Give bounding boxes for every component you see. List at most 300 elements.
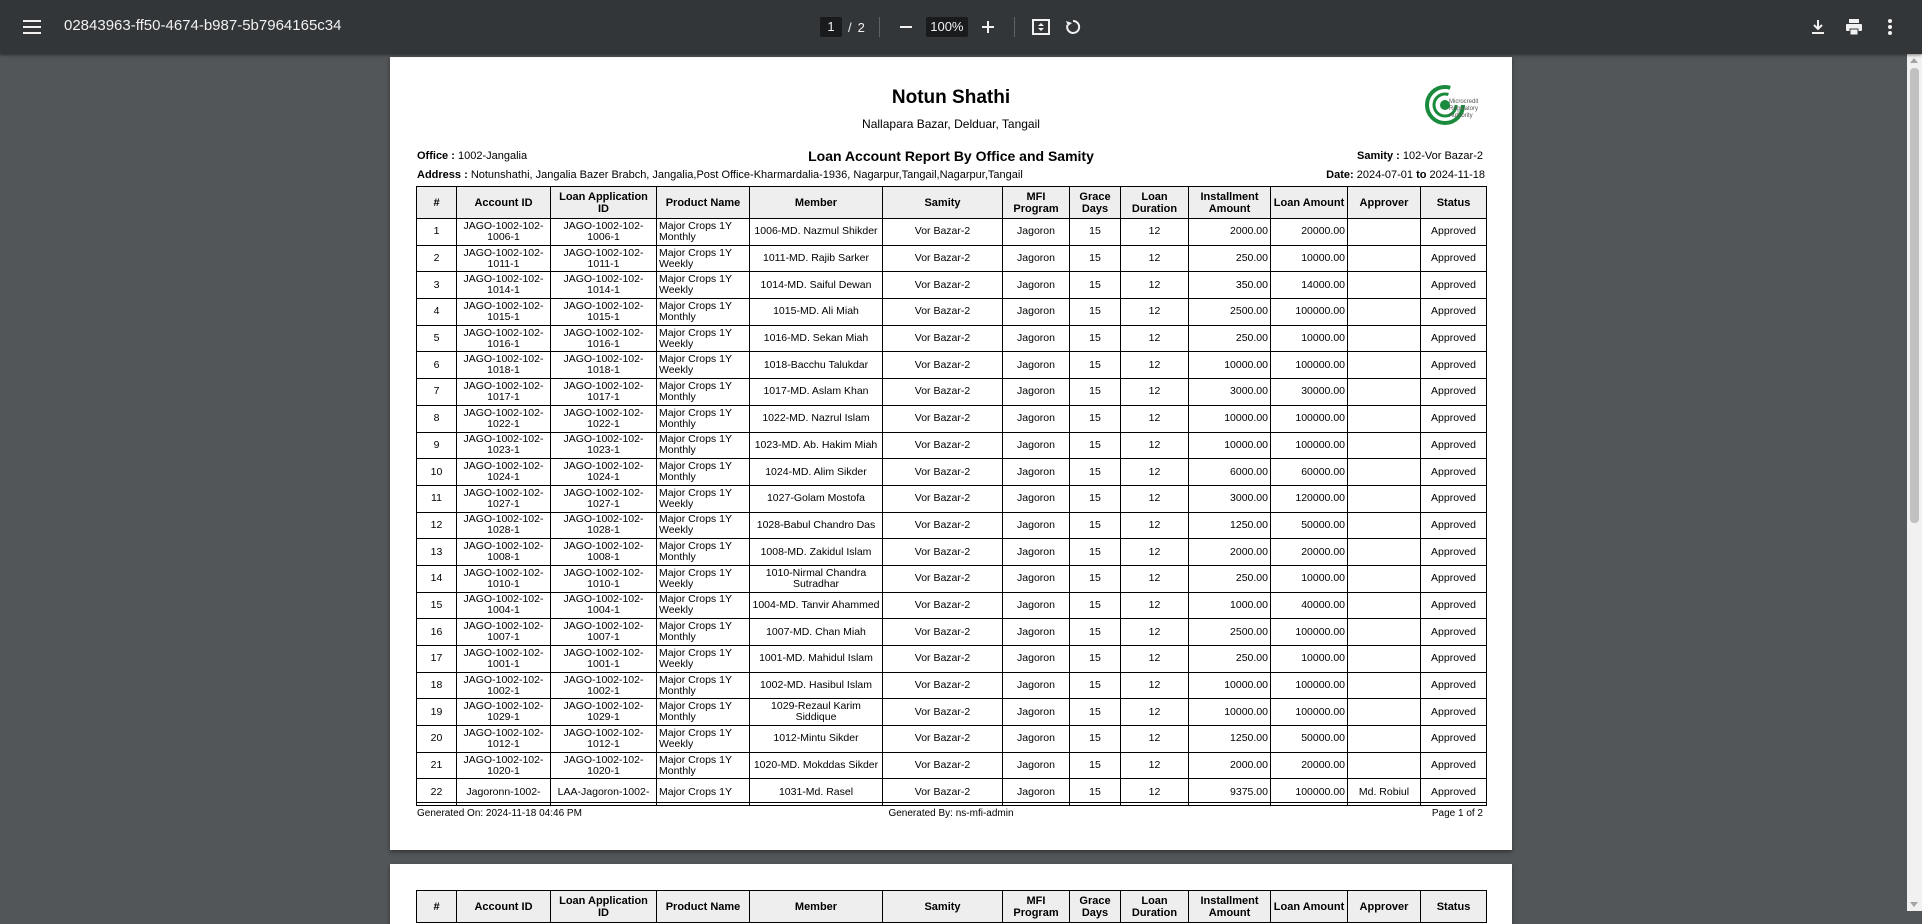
- cell-mfi-program: Jagoron: [1003, 592, 1070, 619]
- cell-installment-amount: 6000.00: [1189, 459, 1271, 486]
- cell-installment-amount: 9375.00: [1189, 779, 1271, 806]
- cell-loan-duration: 12: [1121, 646, 1189, 673]
- cell-grace-days: 15: [1070, 432, 1121, 459]
- cell-grace-days: 15: [1070, 379, 1121, 406]
- cell-mfi-program: Jagoron: [1003, 779, 1070, 806]
- cell-approver: [1348, 699, 1421, 726]
- cell-approver: [1348, 379, 1421, 406]
- cell-loan-duration: 12: [1121, 405, 1189, 432]
- cell-loan-application-id: JAGO-1002-102-1014-1: [551, 272, 657, 299]
- table-row: [417, 646, 1487, 673]
- footer-divider: [416, 802, 1486, 803]
- cell-loan-duration: 12: [1121, 325, 1189, 352]
- cell-account-id: JAGO-1002-102-1007-1: [457, 619, 551, 646]
- cell-account-id: JAGO-1002-102-1015-1: [457, 299, 551, 326]
- page-zoom-controls: [820, 15, 1085, 39]
- cell-status: Approved: [1421, 592, 1487, 619]
- cell-member: 1016-MD. Sekan Miah: [750, 325, 883, 352]
- cell-product-name: Major Crops 1Y Monthly: [657, 405, 750, 432]
- cell-loan-application-id: JAGO-1002-102-1015-1: [551, 299, 657, 326]
- cell-grace-days: 15: [1070, 485, 1121, 512]
- cell-product-name: Major Crops 1Y Weekly: [657, 592, 750, 619]
- cell-grace-days: 15: [1070, 325, 1121, 352]
- cell-row-number: 16: [417, 619, 457, 646]
- page-separator: /: [848, 19, 852, 35]
- cell-mfi-program: Jagoron: [1003, 726, 1070, 753]
- cell-mfi-program: Jagoron: [1003, 325, 1070, 352]
- cell-row-number: 4: [417, 299, 457, 326]
- cell-approver: [1348, 272, 1421, 299]
- cell-row-number: 1: [417, 219, 457, 246]
- cell-product-name: Major Crops 1Y Monthly: [657, 672, 750, 699]
- cell-samity: Vor Bazar-2: [883, 752, 1003, 779]
- cell-status: Approved: [1421, 432, 1487, 459]
- cell-account-id: JAGO-1002-102-1004-1: [457, 592, 551, 619]
- cell-mfi-program: Jagoron: [1003, 485, 1070, 512]
- cell-loan-amount: 100000.00: [1271, 672, 1348, 699]
- cell-account-id: JAGO-1002-102-1018-1: [457, 352, 551, 379]
- column-header-approver: Approver: [1348, 187, 1421, 219]
- footer-generated-by: Generated By: ns-mfi-admin: [888, 808, 1014, 819]
- cell-installment-amount: 10000.00: [1189, 352, 1271, 379]
- cell-status: Approved: [1421, 726, 1487, 753]
- cell-loan-amount: 40000.00: [1271, 592, 1348, 619]
- cell-account-id: JAGO-1002-102-1022-1: [457, 405, 551, 432]
- cell-loan-amount: 50000.00: [1271, 726, 1348, 753]
- cell-loan-duration: 12: [1121, 219, 1189, 246]
- cell-installment-amount: 2000.00: [1189, 539, 1271, 566]
- cell-status: Approved: [1421, 539, 1487, 566]
- table-row: [417, 272, 1487, 299]
- table-row: [417, 512, 1487, 539]
- print-icon[interactable]: [1842, 15, 1866, 39]
- column-header-installment-amount: Installment Amount: [1189, 891, 1271, 923]
- vertical-scrollbar[interactable]: [1907, 54, 1922, 911]
- cell-member: 1023-MD. Ab. Hakim Miah: [750, 432, 883, 459]
- cell-mfi-program: Jagoron: [1003, 752, 1070, 779]
- cell-samity: Vor Bazar-2: [883, 379, 1003, 406]
- cell-grace-days: 15: [1070, 779, 1121, 806]
- cell-product-name: Major Crops 1Y Monthly: [657, 299, 750, 326]
- cell-status: Approved: [1421, 459, 1487, 486]
- cell-grace-days: 15: [1070, 565, 1121, 592]
- cell-row-number: 12: [417, 512, 457, 539]
- cell-product-name: Major Crops 1Y Weekly: [657, 485, 750, 512]
- cell-samity: Vor Bazar-2: [883, 592, 1003, 619]
- cell-account-id: JAGO-1002-102-1006-1: [457, 219, 551, 246]
- cell-product-name: Major Crops 1Y Monthly: [657, 219, 750, 246]
- cell-loan-amount: 20000.00: [1271, 219, 1348, 246]
- fit-page-icon[interactable]: [1029, 15, 1053, 39]
- cell-approver: [1348, 245, 1421, 272]
- cell-product-name: Major Crops 1Y Weekly: [657, 565, 750, 592]
- cell-mfi-program: Jagoron: [1003, 619, 1070, 646]
- cell-loan-application-id: JAGO-1002-102-1007-1: [551, 619, 657, 646]
- toolbar-divider: [1014, 17, 1015, 37]
- cell-installment-amount: 10000.00: [1189, 699, 1271, 726]
- cell-member: 1028-Babul Chandro Das: [750, 512, 883, 539]
- table-row: [417, 405, 1487, 432]
- column-header-samity: Samity: [883, 187, 1003, 219]
- cell-approver: [1348, 592, 1421, 619]
- cell-member: 1007-MD. Chan Miah: [750, 619, 883, 646]
- cell-row-number: 14: [417, 565, 457, 592]
- cell-grace-days: 15: [1070, 459, 1121, 486]
- cell-account-id: JAGO-1002-102-1010-1: [457, 565, 551, 592]
- column-header-account-id: Account ID: [457, 891, 551, 923]
- column-header-installment-amount: Installment Amount: [1189, 187, 1271, 219]
- table-row: [417, 299, 1487, 326]
- table-row: [417, 752, 1487, 779]
- cell-installment-amount: 250.00: [1189, 325, 1271, 352]
- cell-loan-amount: 100000.00: [1271, 432, 1348, 459]
- cell-account-id: JAGO-1002-102-1011-1: [457, 245, 551, 272]
- cell-grace-days: 15: [1070, 699, 1121, 726]
- cell-member: 1024-MD. Alim Sikder: [750, 459, 883, 486]
- column-header-account-id: Account ID: [457, 187, 551, 219]
- cell-account-id: JAGO-1002-102-1008-1: [457, 539, 551, 566]
- column-header-loan-duration: Loan Duration: [1121, 891, 1189, 923]
- cell-samity: Vor Bazar-2: [883, 646, 1003, 673]
- cell-mfi-program: Jagoron: [1003, 672, 1070, 699]
- table-row: [417, 565, 1487, 592]
- menu-icon[interactable]: [20, 15, 44, 39]
- cell-loan-duration: 12: [1121, 592, 1189, 619]
- cell-loan-amount: 20000.00: [1271, 752, 1348, 779]
- cell-product-name: Major Crops 1Y Monthly: [657, 752, 750, 779]
- zoom-level-input[interactable]: 100%: [926, 17, 968, 37]
- cell-samity: Vor Bazar-2: [883, 272, 1003, 299]
- cell-member: 1002-MD. Hasibul Islam: [750, 672, 883, 699]
- column-header-samity: Samity: [883, 891, 1003, 923]
- cell-samity: Vor Bazar-2: [883, 485, 1003, 512]
- cell-grace-days: 15: [1070, 219, 1121, 246]
- toolbar-actions: [1806, 15, 1902, 39]
- cell-status: Approved: [1421, 752, 1487, 779]
- cell-product-name: Major Crops 1Y Monthly: [657, 432, 750, 459]
- cell-member: 1017-MD. Aslam Khan: [750, 379, 883, 406]
- loan-account-table-continued: [416, 890, 1487, 923]
- cell-member: 1020-MD. Mokddas Sikder: [750, 752, 883, 779]
- cell-loan-duration: 12: [1121, 779, 1189, 806]
- cell-approver: [1348, 539, 1421, 566]
- cell-loan-application-id: JAGO-1002-102-1004-1: [551, 592, 657, 619]
- cell-samity: Vor Bazar-2: [883, 672, 1003, 699]
- cell-approver: [1348, 432, 1421, 459]
- cell-row-number: 10: [417, 459, 457, 486]
- organization-name: Notun Shathi: [891, 87, 1011, 108]
- cell-member: 1022-MD. Nazrul Islam: [750, 405, 883, 432]
- cell-installment-amount: 1250.00: [1189, 512, 1271, 539]
- cell-approver: [1348, 325, 1421, 352]
- cell-row-number: 11: [417, 485, 457, 512]
- cell-loan-amount: 10000.00: [1271, 565, 1348, 592]
- cell-row-number: 13: [417, 539, 457, 566]
- cell-mfi-program: Jagoron: [1003, 459, 1070, 486]
- cell-loan-amount: 10000.00: [1271, 245, 1348, 272]
- cell-account-id: JAGO-1002-102-1029-1: [457, 699, 551, 726]
- cell-account-id: JAGO-1002-102-1023-1: [457, 432, 551, 459]
- cell-mfi-program: Jagoron: [1003, 539, 1070, 566]
- toolbar-divider: [879, 17, 880, 37]
- cell-installment-amount: 250.00: [1189, 245, 1271, 272]
- cell-loan-duration: 12: [1121, 245, 1189, 272]
- cell-samity: Vor Bazar-2: [883, 299, 1003, 326]
- cell-loan-application-id: JAGO-1002-102-1023-1: [551, 432, 657, 459]
- cell-installment-amount: 1000.00: [1189, 592, 1271, 619]
- cell-status: Approved: [1421, 405, 1487, 432]
- cell-samity: Vor Bazar-2: [883, 699, 1003, 726]
- cell-installment-amount: 2500.00: [1189, 619, 1271, 646]
- cell-approver: [1348, 405, 1421, 432]
- cell-loan-application-id: JAGO-1002-102-1022-1: [551, 405, 657, 432]
- cell-samity: Vor Bazar-2: [883, 405, 1003, 432]
- cell-account-id: JAGO-1002-102-1016-1: [457, 325, 551, 352]
- cell-loan-duration: 12: [1121, 432, 1189, 459]
- cell-approver: [1348, 459, 1421, 486]
- zoom-out-icon[interactable]: [894, 15, 918, 39]
- cell-account-id: JAGO-1002-102-1024-1: [457, 459, 551, 486]
- download-icon[interactable]: [1806, 15, 1830, 39]
- cell-installment-amount: 2000.00: [1189, 219, 1271, 246]
- cell-product-name: Major Crops 1Y Weekly: [657, 512, 750, 539]
- cell-loan-amount: 100000.00: [1271, 405, 1348, 432]
- column-header-row-number: #: [417, 891, 457, 923]
- cell-member: 1031-Md. Rasel: [750, 779, 883, 806]
- scroll-up-icon[interactable]: [1910, 58, 1918, 63]
- cell-loan-amount: 10000.00: [1271, 646, 1348, 673]
- cell-status: Approved: [1421, 325, 1487, 352]
- cell-loan-duration: 12: [1121, 379, 1189, 406]
- column-header-mfi-program: MFI Program: [1003, 891, 1070, 923]
- cell-approver: [1348, 485, 1421, 512]
- page-total: 2: [857, 19, 865, 35]
- cell-mfi-program: Jagoron: [1003, 405, 1070, 432]
- cell-loan-application-id: JAGO-1002-102-1028-1: [551, 512, 657, 539]
- cell-mfi-program: Jagoron: [1003, 245, 1070, 272]
- cell-loan-amount: 100000.00: [1271, 779, 1348, 806]
- cell-status: Approved: [1421, 565, 1487, 592]
- office-info: Office : 1002-Jangalia: [417, 150, 528, 162]
- cell-product-name: Major Crops 1Y Monthly: [657, 619, 750, 646]
- cell-loan-application-id: JAGO-1002-102-1011-1: [551, 245, 657, 272]
- cell-grace-days: 15: [1070, 539, 1121, 566]
- cell-grace-days: 15: [1070, 405, 1121, 432]
- cell-loan-duration: 12: [1121, 726, 1189, 753]
- column-header-grace-days: Grace Days: [1070, 187, 1121, 219]
- samity-info: Samity : 102-Vor Bazar-2: [1357, 150, 1483, 162]
- footer-page-number: Page 1 of 2: [1431, 808, 1483, 819]
- column-header-member: Member: [750, 891, 883, 923]
- cell-mfi-program: Jagoron: [1003, 646, 1070, 673]
- cell-member: 1029-Rezaul Karim Siddique: [750, 699, 883, 726]
- column-header-row-number: #: [417, 187, 457, 219]
- cell-loan-application-id: JAGO-1002-102-1008-1: [551, 539, 657, 566]
- cell-member: 1004-MD. Tanvir Ahammed: [750, 592, 883, 619]
- cell-approver: [1348, 565, 1421, 592]
- cell-loan-amount: 100000.00: [1271, 352, 1348, 379]
- cell-grace-days: 15: [1070, 352, 1121, 379]
- more-actions-icon[interactable]: [1878, 15, 1902, 39]
- table-row: [417, 672, 1487, 699]
- cell-grace-days: 15: [1070, 646, 1121, 673]
- cell-row-number: 9: [417, 432, 457, 459]
- cell-samity: Vor Bazar-2: [883, 779, 1003, 806]
- cell-product-name: Major Crops 1Y Monthly: [657, 699, 750, 726]
- cell-grace-days: 15: [1070, 592, 1121, 619]
- cell-grace-days: 15: [1070, 726, 1121, 753]
- cell-installment-amount: 350.00: [1189, 272, 1271, 299]
- cell-samity: Vor Bazar-2: [883, 352, 1003, 379]
- cell-approver: [1348, 726, 1421, 753]
- cell-samity: Vor Bazar-2: [883, 565, 1003, 592]
- cell-status: Approved: [1421, 299, 1487, 326]
- cell-account-id: Jagoronn-1002-: [457, 779, 551, 806]
- cell-grace-days: 15: [1070, 272, 1121, 299]
- cell-loan-application-id: JAGO-1002-102-1020-1: [551, 752, 657, 779]
- cell-status: Approved: [1421, 485, 1487, 512]
- cell-status: Approved: [1421, 512, 1487, 539]
- cell-account-id: JAGO-1002-102-1028-1: [457, 512, 551, 539]
- cell-member: 1011-MD. Rajib Sarker: [750, 245, 883, 272]
- cell-samity: Vor Bazar-2: [883, 245, 1003, 272]
- cell-approver: [1348, 219, 1421, 246]
- cell-loan-application-id: LAA-Jagoron-1002-: [551, 779, 657, 806]
- cell-loan-amount: 50000.00: [1271, 512, 1348, 539]
- cell-row-number: 20: [417, 726, 457, 753]
- cell-member: 1015-MD. Ali Miah: [750, 299, 883, 326]
- cell-installment-amount: 1250.00: [1189, 726, 1271, 753]
- column-header-loan-application-id: Loan Application ID: [551, 187, 657, 219]
- pdf-toolbar: [0, 0, 1922, 54]
- cell-row-number: 2: [417, 245, 457, 272]
- scrollbar-thumb[interactable]: [1910, 68, 1919, 523]
- cell-loan-amount: 60000.00: [1271, 459, 1348, 486]
- cell-status: Approved: [1421, 219, 1487, 246]
- scroll-down-icon[interactable]: [1910, 902, 1918, 907]
- column-header-status: Status: [1421, 187, 1487, 219]
- cell-loan-amount: 20000.00: [1271, 539, 1348, 566]
- cell-installment-amount: 250.00: [1189, 646, 1271, 673]
- cell-installment-amount: 2000.00: [1189, 752, 1271, 779]
- cell-loan-application-id: JAGO-1002-102-1027-1: [551, 485, 657, 512]
- table-row: [417, 432, 1487, 459]
- cell-status: Approved: [1421, 672, 1487, 699]
- cell-member: 1001-MD. Mahidul Islam: [750, 646, 883, 673]
- cell-loan-application-id: JAGO-1002-102-1029-1: [551, 699, 657, 726]
- cell-row-number: 21: [417, 752, 457, 779]
- cell-loan-duration: 12: [1121, 619, 1189, 646]
- table-row: [417, 219, 1487, 246]
- cell-grace-days: 15: [1070, 245, 1121, 272]
- cell-row-number: 8: [417, 405, 457, 432]
- cell-loan-duration: 12: [1121, 352, 1189, 379]
- cell-approver: [1348, 619, 1421, 646]
- cell-approver: [1348, 352, 1421, 379]
- table-row: [417, 379, 1487, 406]
- cell-row-number: 17: [417, 646, 457, 673]
- cell-product-name: Major Crops 1Y Weekly: [657, 325, 750, 352]
- cell-product-name: Major Crops 1Y Monthly: [657, 379, 750, 406]
- cell-loan-application-id: JAGO-1002-102-1012-1: [551, 726, 657, 753]
- cell-loan-duration: 12: [1121, 512, 1189, 539]
- cell-status: Approved: [1421, 619, 1487, 646]
- cell-product-name: Major Crops 1Y Monthly: [657, 459, 750, 486]
- column-header-product-name: Product Name: [657, 187, 750, 219]
- cell-product-name: Major Crops 1Y Weekly: [657, 245, 750, 272]
- cell-installment-amount: 250.00: [1189, 565, 1271, 592]
- report-title: Loan Account Report By Office and Samity: [808, 148, 1094, 164]
- document-title: 02843963-ff50-4674-b987-5b7964165c34: [64, 17, 342, 34]
- column-header-mfi-program: MFI Program: [1003, 187, 1070, 219]
- cell-loan-application-id: JAGO-1002-102-1006-1: [551, 219, 657, 246]
- cell-mfi-program: Jagoron: [1003, 352, 1070, 379]
- column-header-approver: Approver: [1348, 891, 1421, 923]
- rotate-icon[interactable]: [1061, 15, 1085, 39]
- cell-loan-amount: 14000.00: [1271, 272, 1348, 299]
- cell-mfi-program: Jagoron: [1003, 219, 1070, 246]
- cell-loan-application-id: JAGO-1002-102-1018-1: [551, 352, 657, 379]
- cell-loan-application-id: JAGO-1002-102-1017-1: [551, 379, 657, 406]
- cell-product-name: Major Crops 1Y Weekly: [657, 352, 750, 379]
- table-row: [417, 726, 1487, 753]
- cell-grace-days: 15: [1070, 752, 1121, 779]
- cell-grace-days: 15: [1070, 512, 1121, 539]
- cell-loan-amount: 100000.00: [1271, 619, 1348, 646]
- cell-loan-application-id: JAGO-1002-102-1001-1: [551, 646, 657, 673]
- cell-member: 1014-MD. Saiful Dewan: [750, 272, 883, 299]
- cell-loan-application-id: JAGO-1002-102-1002-1: [551, 672, 657, 699]
- cell-installment-amount: 2500.00: [1189, 299, 1271, 326]
- cell-loan-duration: 12: [1121, 539, 1189, 566]
- cell-product-name: Major Crops 1Y Weekly: [657, 726, 750, 753]
- table-row: [417, 699, 1487, 726]
- cell-loan-duration: 12: [1121, 672, 1189, 699]
- table-row: [417, 619, 1487, 646]
- cell-mfi-program: Jagoron: [1003, 512, 1070, 539]
- column-header-product-name: Product Name: [657, 891, 750, 923]
- cell-row-number: 5: [417, 325, 457, 352]
- column-header-loan-amount: Loan Amount: [1271, 187, 1348, 219]
- cell-samity: Vor Bazar-2: [883, 726, 1003, 753]
- cell-approver: [1348, 752, 1421, 779]
- zoom-in-icon[interactable]: [976, 15, 1000, 39]
- cell-mfi-program: Jagoron: [1003, 432, 1070, 459]
- cell-mfi-program: Jagoron: [1003, 272, 1070, 299]
- cell-grace-days: 15: [1070, 672, 1121, 699]
- cell-samity: Vor Bazar-2: [883, 512, 1003, 539]
- table-row: [417, 539, 1487, 566]
- cell-status: Approved: [1421, 352, 1487, 379]
- cell-approver: [1348, 512, 1421, 539]
- pdf-page-2: [390, 864, 1512, 924]
- cell-samity: Vor Bazar-2: [883, 219, 1003, 246]
- cell-installment-amount: 3000.00: [1189, 485, 1271, 512]
- cell-product-name: Major Crops 1Y: [657, 779, 750, 806]
- table-row: [417, 592, 1487, 619]
- cell-mfi-program: Jagoron: [1003, 379, 1070, 406]
- cell-loan-amount: 10000.00: [1271, 325, 1348, 352]
- page-number-input[interactable]: 1: [820, 17, 842, 37]
- column-header-loan-application-id: Loan Application ID: [551, 891, 657, 923]
- cell-installment-amount: 3000.00: [1189, 379, 1271, 406]
- loan-account-table: [416, 186, 1487, 806]
- cell-loan-duration: 12: [1121, 299, 1189, 326]
- cell-samity: Vor Bazar-2: [883, 325, 1003, 352]
- cell-product-name: Major Crops 1Y Weekly: [657, 272, 750, 299]
- cell-status: Approved: [1421, 379, 1487, 406]
- table-row: [417, 485, 1487, 512]
